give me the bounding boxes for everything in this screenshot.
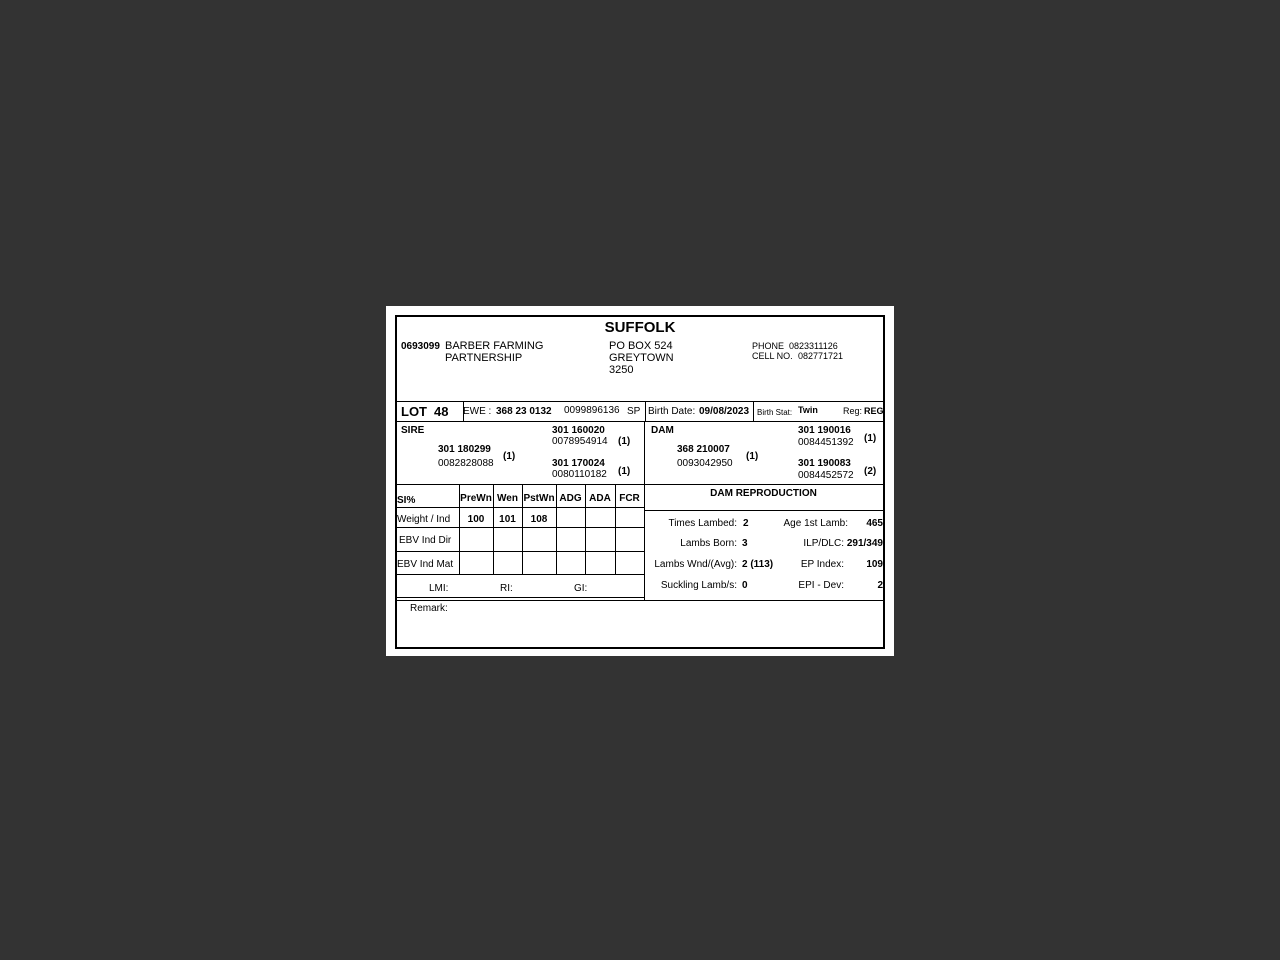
epi-dev-label: EPI - Dev: (798, 580, 844, 591)
sire-sire-reg: 0078954914 (552, 436, 608, 447)
divider (397, 401, 883, 402)
dam-mark: (1) (746, 451, 759, 462)
lot-number: 48 (434, 404, 449, 419)
sire-sire-id: 301 160020 (552, 425, 605, 436)
sire-dam-reg: 0080110182 (552, 469, 607, 480)
breed-title: SUFFOLK (604, 319, 676, 336)
column-header: ADA (589, 493, 611, 504)
address-line1: PO BOX 524 (609, 340, 673, 352)
divider (644, 510, 883, 511)
row-label: Weight / Ind (397, 514, 451, 525)
phone-number: 0823311126 (789, 341, 838, 351)
column-header: FCR (619, 493, 640, 504)
row-label: EBV Ind Dir (399, 535, 452, 546)
sire-mark: (1) (503, 451, 516, 462)
epi-dev-value: 2 (877, 580, 883, 591)
times-lambed-label: Times Lambed: (668, 518, 737, 529)
gi-label: GI: (574, 583, 588, 594)
lambs-weaned-label: Lambs Wnd/(Avg): (654, 559, 737, 570)
divider (397, 574, 644, 575)
suckling-value: 0 (742, 580, 748, 591)
sire-label: SIRE (401, 425, 425, 436)
dam-label: DAM (651, 425, 674, 436)
reg-status: REG (864, 406, 884, 416)
divider (753, 401, 754, 421)
divider (397, 597, 644, 598)
lambs-born-value: 3 (742, 538, 748, 549)
birth-date-label: Birth Date: (648, 406, 696, 417)
dam-dam-mark: (2) (864, 466, 877, 477)
divider (397, 421, 883, 422)
animal-reg-no: 0099896136 (564, 405, 620, 416)
sire-id: 301 180299 (438, 444, 491, 455)
sex-label: EWE : (463, 406, 492, 417)
dam-reproduction-title: DAM REPRODUCTION (710, 488, 817, 499)
divider (397, 507, 644, 508)
birth-stat: Twin (798, 405, 818, 415)
sire-dam-id: 301 170024 (552, 458, 605, 469)
ilp-dlc-value: 291/349 (846, 538, 883, 549)
ep-index-value: 109 (866, 559, 883, 570)
column-header: Wen (497, 493, 518, 504)
suckling-label: Suckling Lamb/s: (660, 580, 737, 591)
ri-label: RI: (500, 583, 513, 594)
address-line3: 3250 (609, 364, 634, 376)
sire-sire-mark: (1) (618, 436, 631, 447)
phone-label: PHONE (752, 341, 785, 351)
column-header: PreWn (460, 493, 492, 504)
dam-sire-id: 301 190016 (798, 425, 851, 436)
dam-sire-reg: 0084451392 (798, 437, 854, 448)
animal-code: SP (627, 406, 641, 417)
dam-sire-mark: (1) (864, 433, 877, 444)
lambs-weaned-value: 2 (113) (742, 559, 774, 570)
breeder-name-line1: BARBER FARMING (445, 340, 544, 352)
age-first-lamb-label: Age 1st Lamb: (783, 518, 848, 529)
table-cell: 108 (530, 514, 548, 525)
dam-id: 368 210007 (677, 444, 730, 455)
lot-label: LOT (401, 404, 427, 419)
table-cell: 100 (467, 514, 485, 525)
si-percent-header: SI% (397, 495, 416, 506)
column-header: PstWn (523, 493, 555, 504)
cell-label: CELL NO. (752, 351, 793, 361)
times-lambed-value: 2 (743, 518, 749, 529)
cell-number: 082771721 (798, 351, 844, 361)
birth-stat-label: Birth Stat: (757, 408, 793, 417)
reg-label: Reg: (843, 406, 863, 416)
address-line2: GREYTOWN (609, 352, 674, 364)
ep-index-label: EP Index: (800, 559, 844, 570)
row-label: EBV Ind Mat (397, 559, 454, 570)
birth-date: 09/08/2023 (699, 406, 750, 417)
dam-reg: 0093042950 (677, 458, 733, 469)
dam-dam-reg: 0084452572 (798, 470, 854, 481)
dam-dam-id: 301 190083 (798, 458, 851, 469)
table-cell: 101 (499, 514, 516, 525)
sire-reg: 0082828088 (438, 458, 494, 469)
animal-id: 368 23 0132 (496, 406, 552, 417)
breeder-name-line2: PARTNERSHIP (445, 352, 523, 364)
card-frame (395, 315, 885, 649)
lmi-label: LMI: (429, 583, 449, 594)
column-header: ADG (559, 493, 582, 504)
breeder-id: 0693099 (401, 341, 440, 352)
age-first-lamb-value: 465 (866, 518, 883, 529)
ilp-dlc-label: ILP/DLC: (803, 538, 844, 549)
divider (397, 600, 883, 601)
divider (397, 551, 644, 552)
divider (645, 401, 646, 421)
sale-card (386, 306, 894, 656)
divider (397, 484, 883, 485)
remark-label: Remark: (410, 603, 448, 614)
lambs-born-label: Lambs Born: (680, 538, 737, 549)
divider (644, 421, 645, 601)
sire-dam-mark: (1) (618, 466, 631, 477)
divider (397, 527, 644, 528)
